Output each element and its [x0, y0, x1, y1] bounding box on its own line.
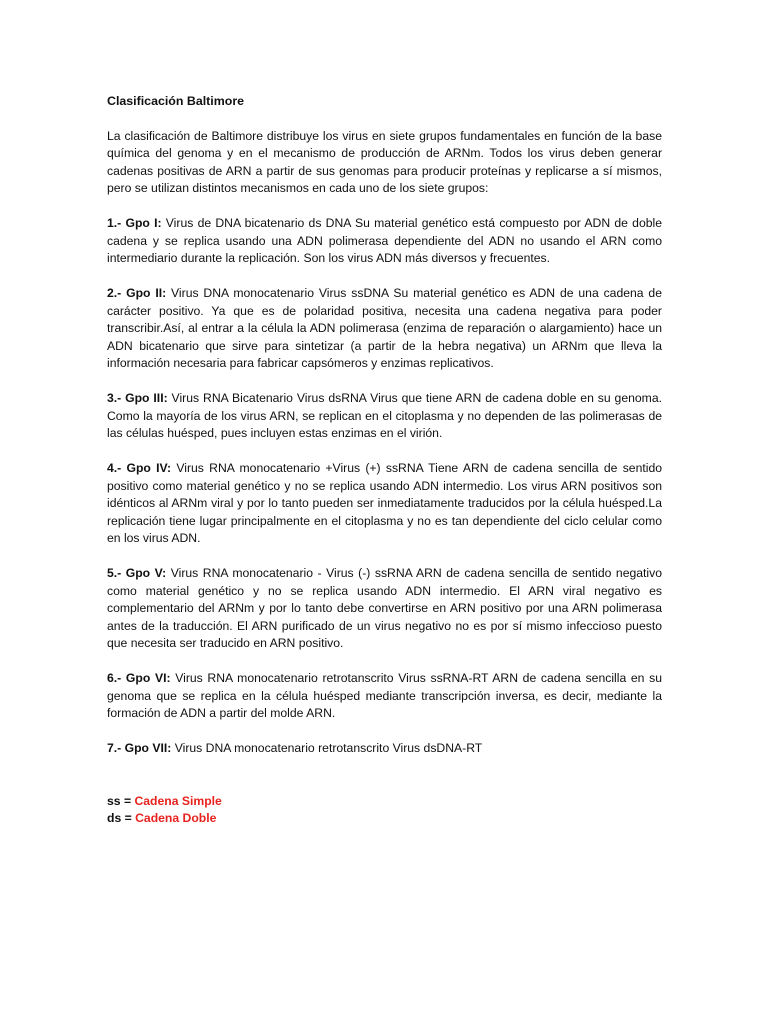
group-1-label: 1.- Gpo I:: [107, 216, 162, 230]
group-2-paragraph: [107, 285, 662, 373]
intro-paragraph: La clasificación de Baltimore distribuye los virus en siete grupos fundamentales en función de la base química del genoma y en el mecanismo de producción de ARNm. Todos los virus deben generar cadenas positivas de ARN a partir de sus genomas para producir proteínas y replicarse a sí mismos, pero se utilizan distintos mecanismos en cada uno de los siete grupos:: [107, 128, 662, 195]
group-4-paragraph: [107, 460, 662, 548]
group-6-paragraph: [107, 670, 662, 723]
legend-item-ds: [107, 810, 662, 828]
abbreviation-legend: [107, 793, 662, 828]
group-5-label: 5.- Gpo V:: [107, 566, 167, 580]
group-2-text: Virus DNA monocatenario Virus ssDNA Su material genético es ADN de una cadena de carácter positivo. Ya que es de polaridad positiva, necesita una cadena negativa para poder transcribir.Así, al entrar a la célula la ADN polimerasa (enzima de reparación o alargamiento) hace un ADN bicatenario que sirve para sintetizar (a partir de la hebra negativa) un ARNm que lleva la información necesaria para fabricar capsómeros y enzimas replicativos.: [107, 286, 662, 370]
group-5-paragraph: [107, 565, 662, 653]
legend-key-ds: ds =: [107, 811, 136, 825]
group-6-label: 6.- Gpo VI:: [107, 671, 171, 685]
legend-item-ss: [107, 793, 662, 811]
group-3-label: 3.- Gpo III:: [107, 391, 168, 405]
group-7-paragraph: [107, 740, 662, 758]
group-3-paragraph: [107, 390, 662, 443]
group-7-label: 7.- Gpo VII:: [107, 741, 172, 755]
legend-key-ss: ss =: [107, 793, 135, 808]
group-4-text: Virus RNA monocatenario +Virus (+) ssRNA Tiene ARN de cadena sencilla de sentido positivo como material genético y no se replica usando ADN intermedio. Los virus ARN positivos son idénticos al ARNm viral y por lo tanto pueden ser inmediatamente traducidos por la célula huésped.La replicación tiene lugar principalmente en el citoplasma y no es tan dependiente del ciclo celular como en los virus ADN.: [107, 461, 663, 545]
group-2-label: 2.- Gpo II:: [107, 286, 167, 300]
legend-value-ds: Cadena Doble: [135, 811, 217, 825]
group-6-text: Virus RNA monocatenario retrotanscrito Virus ssRNA-RT ARN de cadena sencilla en su genoma que se replica en la célula huésped mediante transcripción inversa, es decir, mediante la formación de ADN a partir del molde ARN.: [107, 671, 663, 720]
group-1-text: Virus de DNA bicatenario ds DNA Su material genético está compuesto por ADN de doble cadena y se replica usando una ADN polimerasa dependiente del ADN no usando el ARN como intermediario durante la replicación. Son los virus ADN más diversos y frecuentes.: [107, 216, 662, 265]
group-5-text: Virus RNA monocatenario - Virus (-) ssRNA ARN de cadena sencilla de sentido negativo como material genético y no se replica usando ADN intermedio. El ARN viral negativo es complementario del ARNm y por lo tanto debe convertirse en ARN positivo por una ARN polimerasa antes de la traducción. El ARN purificado de un virus negativo no es por sí mismo infeccioso puesto que necesita ser traducido en ARN positivo.: [107, 566, 662, 650]
group-1-paragraph: [107, 215, 662, 268]
group-3-text: Virus RNA Bicatenario Virus dsRNA Virus que tiene ARN de cadena doble en su genoma. Como la mayoría de los virus ARN, se replican en el citoplasma y no dependen de las polimerasas de las células huésped, pues incluyen estas enzimas en el virión.: [107, 391, 662, 440]
group-4-label: 4.- Gpo IV:: [107, 461, 172, 475]
document-page: [107, 93, 662, 828]
group-7-text: Virus DNA monocatenario retrotanscrito Virus dsDNA-RT: [171, 741, 483, 755]
document-title: Clasificación Baltimore: [107, 94, 245, 108]
legend-value-ss: Cadena Simple: [134, 793, 222, 808]
